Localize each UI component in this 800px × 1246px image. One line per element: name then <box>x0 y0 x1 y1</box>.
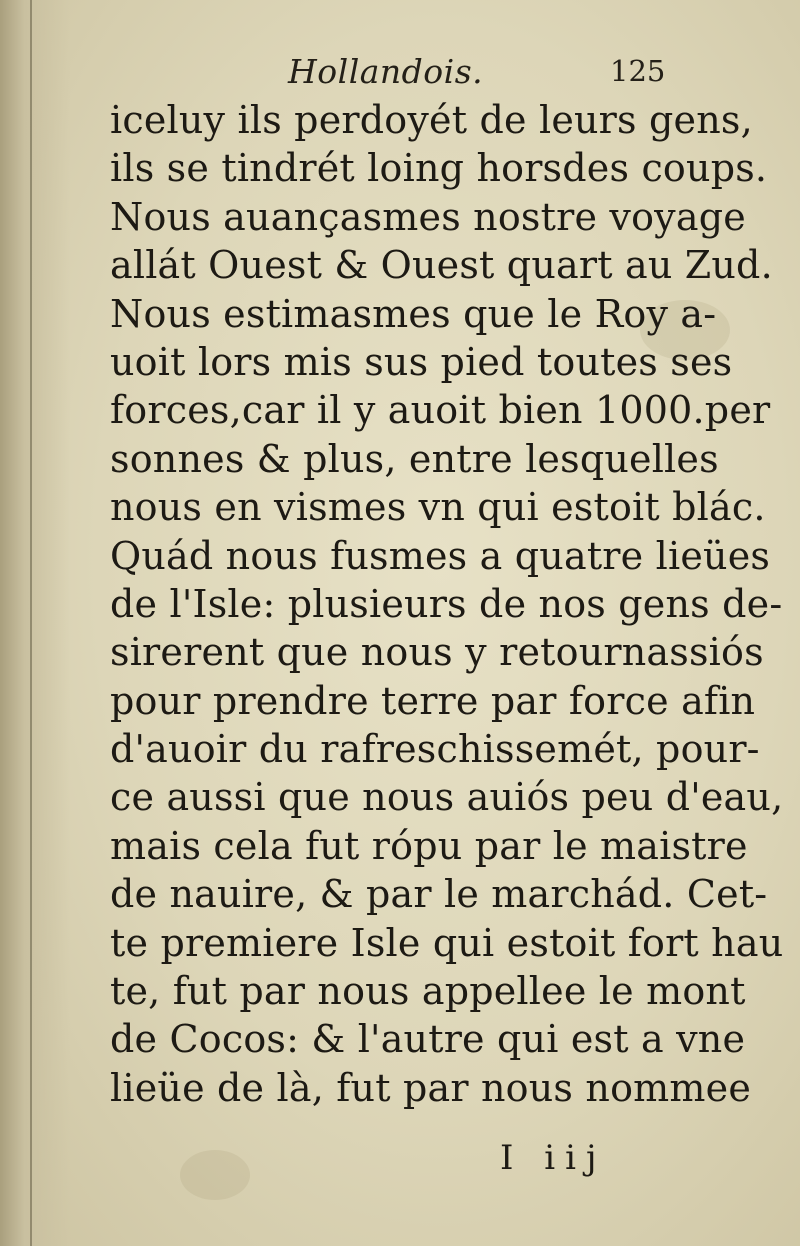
text-line: de nauire, & par le marchád. Cet- <box>110 872 768 917</box>
text-line: Nous estimasmes que le Roy a- <box>110 291 717 336</box>
text-line: pour prendre terre par force afin <box>110 678 756 723</box>
paper-stain <box>180 1150 250 1200</box>
text-line: mais cela fut rópu par le maistre <box>110 823 748 868</box>
running-head: Hollandois. <box>288 52 484 91</box>
text-line: d'auoir du rafreschissemét, pour- <box>110 727 760 772</box>
text-line: de l'Isle: plusieurs de nos gens de- <box>110 581 783 626</box>
text-line: nous en vismes vn qui estoit blác. <box>110 485 766 530</box>
binding-edge <box>30 0 32 1246</box>
text-line: te, fut par nous appellee le mont <box>110 969 746 1014</box>
body-text <box>110 96 784 1112</box>
text-line: lieüe de là, fut par nous nommee <box>110 1065 752 1110</box>
signature-mark: I iij <box>500 1138 607 1178</box>
text-line: iceluy ils perdoyét de leurs gens, <box>110 98 753 142</box>
text-line: ils se tindrét loing horsdes coups. <box>110 146 768 191</box>
text-line: forces,car il y auoit bien 1000.per <box>110 388 771 433</box>
text-line: de Cocos: & l'autre qui est a vne <box>110 1017 746 1062</box>
text-line: ce aussi que nous auiós peu d'eau, <box>110 775 784 820</box>
text-line: allát Ouest & Ouest quart au Zud. <box>110 243 773 288</box>
page-number: 125 <box>610 54 666 88</box>
text-line: uoit lors mis sus pied toutes ses <box>110 339 733 384</box>
text-line: Quád nous fusmes a quatre lieües <box>110 533 771 578</box>
text-line: te premiere Isle qui estoit fort hau <box>110 920 784 965</box>
text-line: sirerent que nous y retournassiós <box>110 630 764 675</box>
text-line: Nous auançasmes nostre voyage <box>110 194 746 239</box>
text-line: sonnes & plus, entre lesquelles <box>110 436 719 481</box>
gutter-shadow <box>0 0 70 1246</box>
